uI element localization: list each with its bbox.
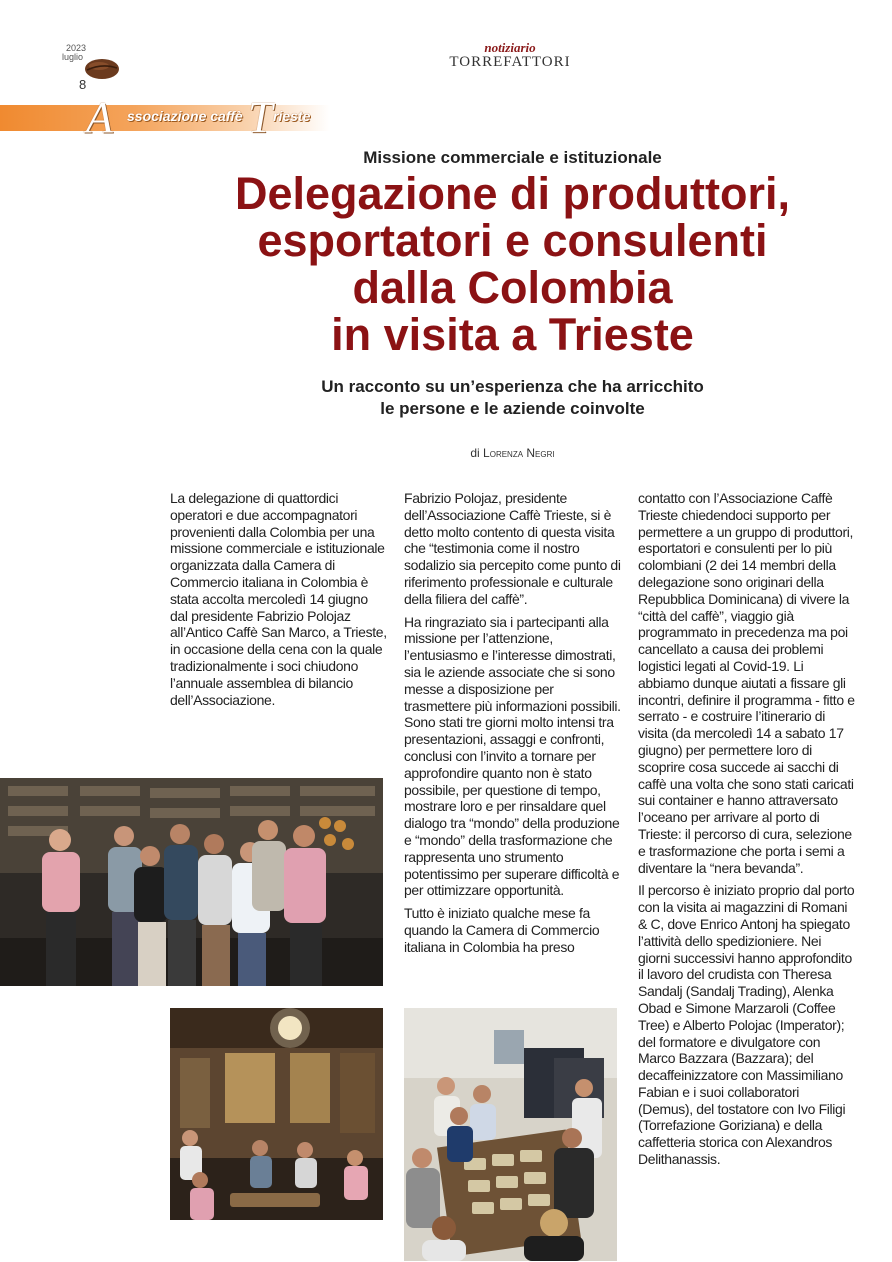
section-logo-text-end: rieste: [273, 108, 311, 124]
section-logo-name: ssociazione caffè: [127, 108, 243, 124]
byline-author: Lorenza Negri: [483, 446, 555, 460]
coffee-bean-icon: [83, 57, 121, 81]
subtitle-line: le persone e le aziende coinvolte: [380, 399, 645, 418]
section-logo-initial-t: T: [248, 93, 273, 142]
headline-line: in visita a Trieste: [331, 309, 694, 360]
article-column-2: [404, 490, 622, 956]
paragraph: Tutto è iniziato qualche mese fa quando la Camera di Commercio italiana in Colombia ha preso: [404, 905, 600, 955]
article-kicker: Missione commerciale e istituzionale: [363, 148, 662, 167]
photo-cupping-session: [404, 1008, 617, 1261]
article-column-3: [638, 490, 856, 1168]
paragraph: Fabrizio Polojaz, presidente dell’Associazione Caffè Trieste, si è detto molto contento di questa visita che “testimonia come il nostro sodalizio sia percepito come punto di riferimento professionale e culturale della filiera del caffè”.: [404, 490, 621, 607]
paragraph: Il percorso è iniziato proprio dal porto con la visita ai magazzini di Romani & C, dove Enrico Antonj ha spiegato l’attività dello spedizioniere. Nei giorni successivi hanno approfondito il lavoro del crudista con Theresa Sandalj (Sandalj Trading), Alenka Obad e Simone Marzaroli (Coffee Tree) e Alberto Polojac (Imperator); del formatore e divulgatore con Marco Bazzara (Bazzara); del decaffeinizzatore con Massimiliano Fabian e i suoi collaboratori (Demus), del tostatore con Ivo Filigi (Torrefazione Goriziana) e della caffetteria storica con Alexandros Delithanassis.: [638, 882, 855, 1168]
masthead-notiziario: notiziario: [484, 40, 536, 55]
masthead-torrefattori: TORREFATTORI: [449, 54, 571, 70]
page-number: 8: [79, 77, 87, 92]
article-headline: [160, 170, 865, 358]
issue-year: 2023: [66, 43, 87, 53]
issue-month: luglio: [62, 52, 84, 62]
byline-prefix: di: [470, 446, 480, 460]
paragraph: contatto con l’Associazione Caffè Trieste chiedendoci supporto per permettere a un gruppo di produttori, esportatori e consulenti per lo più colombiani (2 dei 14 membri della delegazione sono originari della Repubblica Dominicana) di vivere la “città del caffè”, viaggio già programmato in precedenza ma poi cancellato a causa dei problemi logistici legati al Covid-19. Li abbiamo dunque aiutati a fissare gli incontri, definire il programma - fitto e serrato - e costruire l’itinerario di visita (da mercoledì 14 a sabato 17 giugno) per permettere loro di scoprire cosa succede ai sacchi di caffè una volta che sono stati caricati sui container e hanno attraversato l’oceano per arrivare al porto di Trieste: il percorso di cura, selezione e trasformazione che porta i semi a diventare la “nera bevanda”.: [638, 490, 855, 876]
article-subtitle: [230, 376, 795, 420]
article-byline: [380, 446, 645, 460]
headline-line: esportatori e consulenti: [257, 215, 768, 266]
paragraph: La delegazione di quattordici operatori e due accompagnatori provenienti dalla Colombia per una missione commerciale e istituzionale organizzata dalla Camera di Commercio italiana in Colombia è stata accolta mercoledì 14 giugno dal presidente Fabrizio Polojaz all’Antico Caffè San Marco, a Trieste, in occasione della cena con la quale tradizionalmente i soci chiudono l’annuale assemblea di bilancio dell’Associazione.: [170, 490, 387, 708]
subtitle-line: Un racconto su un’esperienza che ha arricchito: [321, 377, 704, 396]
paragraph: Ha ringraziato sia i partecipanti alla missione per l’attenzione, l’entusiasmo e l’interesse dimostrati, sia le aziende associate che si sono messe a disposizione per trasmettere più informazioni possibili. Sono stati tre giorni molto intensi tra presentazioni, assaggi e confronti, conclusi con l’invito a tornare per approfondire quanto non è stato possibile, per questione di tempo, mostrare loro e per rinsaldare quel dialogo tra “mondo” della produzione e “mondo” della trasformazione che rappresenta uno strumento potentissimo per superare difficoltà e per ottimizzare opportunità.: [404, 613, 621, 899]
headline-line: dalla Colombia: [352, 262, 673, 313]
article-column-1: [170, 490, 388, 708]
photo-cafe-meeting-room: [170, 1008, 383, 1220]
headline-line: Delegazione di produttori,: [234, 168, 790, 219]
section-logo-initial-a: A: [86, 93, 113, 142]
photo-delegation-group: [0, 778, 383, 986]
